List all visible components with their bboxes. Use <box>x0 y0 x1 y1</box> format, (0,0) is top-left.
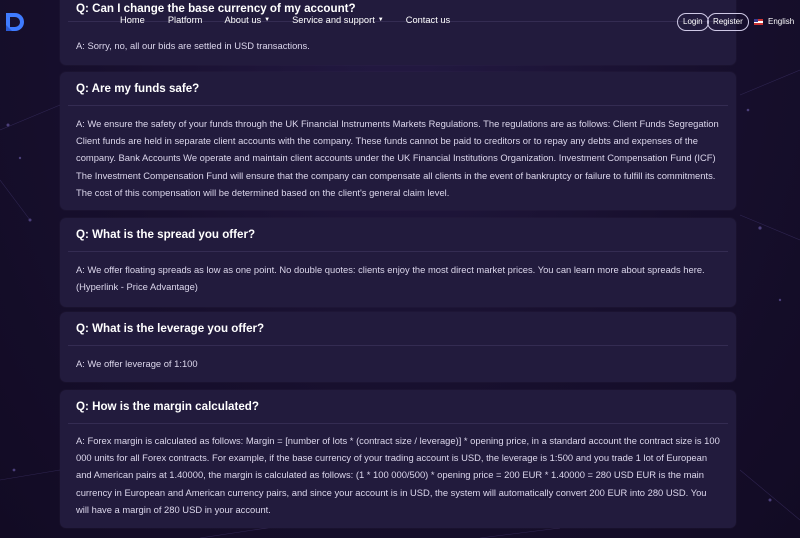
us-flag-icon <box>754 19 763 25</box>
faq-question[interactable]: Q: What is the leverage you offer? <box>68 312 728 346</box>
nav-about-us[interactable] <box>224 15 270 25</box>
caret-down-icon: ▼ <box>377 17 384 23</box>
nav-home[interactable] <box>120 15 145 25</box>
caret-down-icon: ▼ <box>264 17 271 23</box>
faq-answer: A: Sorry, no, all our bids are settled in USD transactions. <box>76 40 310 51</box>
register-button[interactable]: Register <box>707 13 749 31</box>
faq-question[interactable]: Q: Are my funds safe? <box>68 72 728 106</box>
nav-home-label: Home <box>120 15 145 25</box>
nav-contact-us[interactable] <box>406 15 450 25</box>
faq-item <box>60 390 736 528</box>
faq-answer: A: Forex margin is calculated as follows: Margin = [number of lots * (contract size / leverage)] * opening price, in a standard account the contract size is 100 000 units for all Forex contracts. For example, if the base currency of your trading account is USD, the leverage is 1:500 and you trade 1 lot of European and American pairs at 1.40000, the margin is calculated as follows: (1 * 100 000/500) * opening price = 200 EUR * 1.40000 = 280 USD EUR is the main currency in European and American currency pairs, and since your account is in USD, the system will automatically convert 200 EUR into 280 USD. You will have a margin of 280 USD in your account. <box>76 435 720 515</box>
nav-about-us-label: About us <box>224 15 262 25</box>
nav-contact-us-label: Contact us <box>405 15 451 25</box>
faq-question[interactable]: Q: How is the margin calculated? <box>68 390 728 424</box>
faq-question[interactable]: Q: What is the spread you offer? <box>68 218 728 252</box>
site-header <box>0 0 800 36</box>
faq-answer: A: We offer leverage of 1:100 <box>76 358 198 369</box>
main-nav <box>120 15 473 25</box>
faq-item <box>60 72 736 210</box>
faq-answer: A: We ensure the safety of your funds through the UK Financial Instruments Markets Regulations. The regulations are as follows: Client Funds Segregation Client funds are held in separate client accounts with the company. These funds cannot be paid to creditors or to repay any debts and expenses of the company. Bank Accounts We operate and maintain client accounts under the UK Financial Institutions Organization. Investment Compensation Fund (ICF) The Investment Compensation Fund will ensure that the company can compensate all clients in the event of bankruptcy or failure to fulfill its commitments. The cost of this compensation will be determined based on the client's general claim level. <box>76 118 719 198</box>
nav-platform-label: Platform <box>167 15 203 25</box>
faq-answer: A: We offer floating spreads as low as one point. No double quotes: clients enjoy the most direct market prices. You can learn more about spreads here. (Hyperlink - Price Advantage) <box>76 264 705 293</box>
brand-logo-icon[interactable] <box>4 11 26 33</box>
language-label: English <box>768 17 795 26</box>
faq-item <box>60 312 736 382</box>
nav-service-support-label: Service and support <box>292 15 375 25</box>
language-selector[interactable] <box>754 17 794 26</box>
faq-item <box>60 218 736 307</box>
login-button[interactable]: Login <box>677 13 709 31</box>
nav-service-support[interactable] <box>292 15 384 25</box>
faq-question[interactable]: Q: Can I change the base currency of my account? <box>68 0 728 22</box>
nav-platform[interactable] <box>168 15 203 25</box>
